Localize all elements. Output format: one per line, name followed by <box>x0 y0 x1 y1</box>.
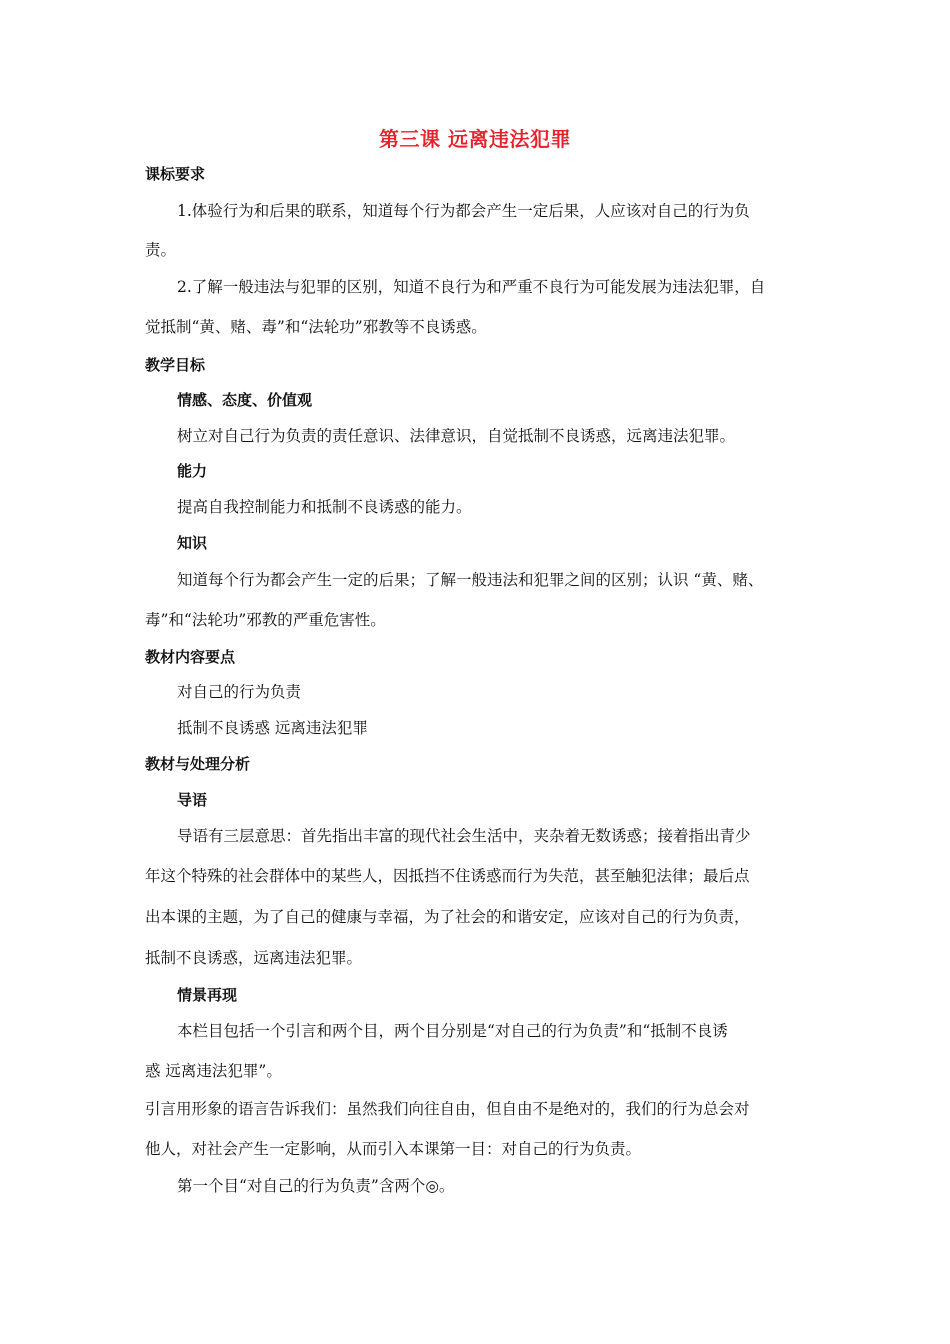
subheading-emotion: 情感、态度、价值观 <box>177 391 313 409</box>
ability-text: 提高自我控制能力和抵制不良诱惑的能力。 <box>177 498 472 516</box>
subheading-knowledge: 知识 <box>177 534 208 552</box>
scene-line-1: 本栏目包括一个引言和两个目，两个目分别是“对自己的行为负责”和“抵制不良诱 <box>177 1022 728 1040</box>
curriculum-item-2-line-1: 2.了解一般违法与犯罪的区别，知道不良行为和严重不良行为可能发展为违法犯罪，自 <box>177 278 766 296</box>
scene-line-3: 引言用形象的语言告诉我们：虽然我们向往自由，但自由不是绝对的，我们的行为总会对 <box>145 1100 750 1118</box>
emotion-text: 树立对自己行为负责的责任意识、法律意识，自觉抵制不良诱惑，远离违法犯罪。 <box>177 427 736 445</box>
intro-line-2: 年这个特殊的社会群体中的某些人，因抵挡不住诱惑而行为失范，甚至触犯法律；最后点 <box>145 867 750 885</box>
intro-line-1: 导语有三层意思：首先指出丰富的现代社会生活中，夹杂着无数诱惑；接着指出青少 <box>177 827 751 845</box>
key-point-2: 抵制不良诱惑 远离违法犯罪 <box>177 719 368 737</box>
heading-objectives: 教学目标 <box>145 356 206 374</box>
heading-analysis: 教材与处理分析 <box>145 755 251 773</box>
curriculum-item-1-line-1: 1.体验行为和后果的联系，知道每个行为都会产生一定后果，人应该对自己的行为负 <box>177 202 750 220</box>
key-point-1: 对自己的行为负责 <box>177 683 302 701</box>
scene-line-4: 他人，对社会产生一定影响，从而引入本课第一目：对自己的行为负责。 <box>145 1140 642 1158</box>
knowledge-line-2: 毒”和“法轮功”邪教的严重危害性。 <box>145 611 386 629</box>
intro-line-3: 出本课的主题，为了自己的健康与幸福，为了社会的和谐安定，应该对自己的行为负责， <box>145 908 750 926</box>
subheading-scene: 情景再现 <box>177 986 238 1004</box>
curriculum-item-2-line-2: 觉抵制“黄、赌、毒”和“法轮功”邪教等不良诱惑。 <box>145 318 487 336</box>
knowledge-line-1: 知道每个行为都会产生一定的后果；了解一般违法和犯罪之间的区别；认识 “黄、赌、 <box>177 571 764 589</box>
page-title: 第三课 远离违法犯罪 <box>379 127 571 151</box>
intro-line-4: 抵制不良诱惑，远离违法犯罪。 <box>145 949 363 967</box>
scene-line-2: 惑 远离违法犯罪”。 <box>145 1062 282 1080</box>
curriculum-item-1-line-2: 责。 <box>145 241 177 259</box>
heading-key-points: 教材内容要点 <box>145 648 236 666</box>
subheading-ability: 能力 <box>177 462 208 480</box>
subheading-intro: 导语 <box>177 791 208 809</box>
heading-curriculum: 课标要求 <box>145 165 206 183</box>
scene-line-5: 第一个目“对自己的行为负责”含两个◎。 <box>177 1177 455 1195</box>
